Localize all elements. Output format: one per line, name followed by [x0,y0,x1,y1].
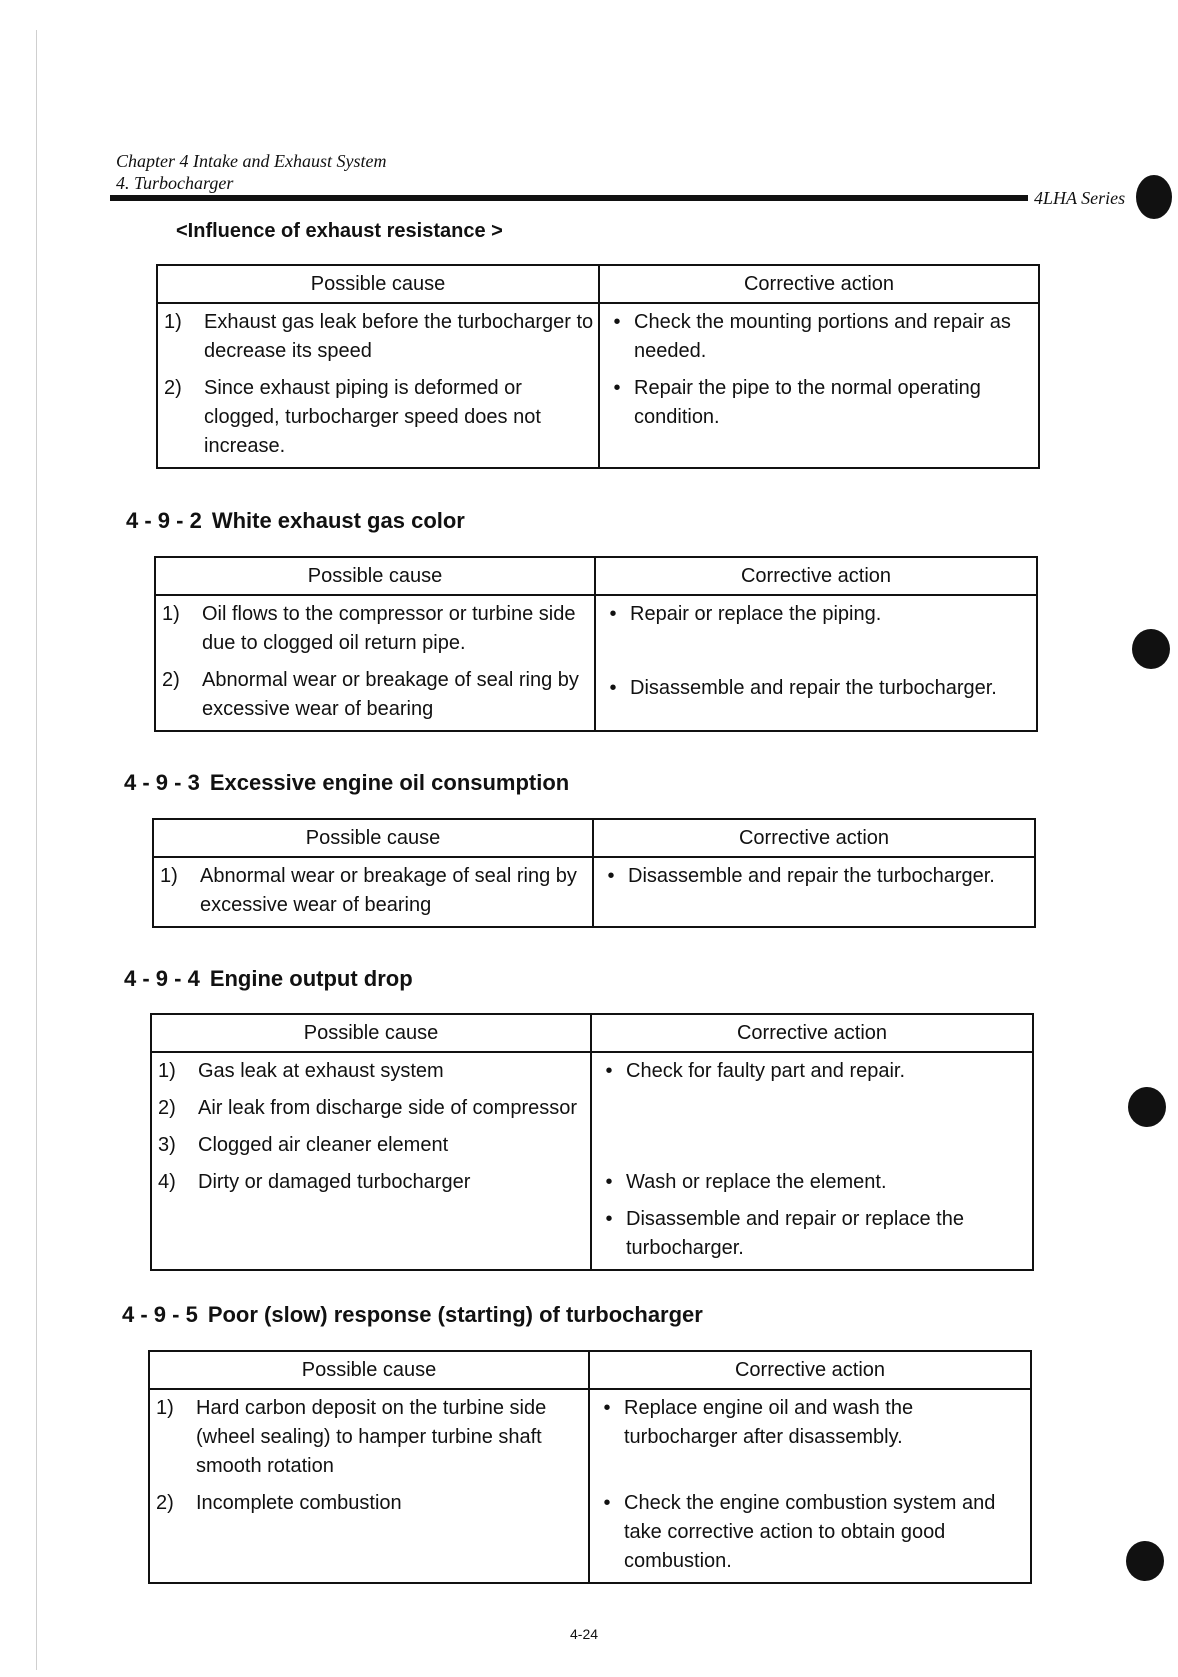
section-heading-4-9-4: 4 - 9 - 4 Engine output drop [124,966,413,991]
action-item: • Check the engine combustion system and take corrective action to obtain good combustion. [603,1492,996,1572]
table-oil-consumption [152,818,1036,928]
margin-dot [1132,629,1170,669]
cause-cell [151,1052,591,1270]
action-cell [589,1389,1031,1583]
cause-item: 1) Gas leak at exhaust system [158,1060,444,1082]
cause-cell [153,857,593,927]
series-label: 4LHA Series [1034,188,1126,208]
action-cell [599,303,1039,468]
cause-item: 1) Hard carbon deposit on the turbine side (wheel sealing) to hamper turbine shaft smooth rotation [156,1397,547,1477]
column-header-action: Corrective action [593,819,1035,857]
subheading-exhaust-resistance: <Influence of exhaust resistance > [176,220,503,242]
cause-item: 3) Clogged air cleaner element [158,1134,449,1156]
cause-item: 2) Air leak from discharge side of compressor [158,1097,578,1119]
cause-item: 1) Exhaust gas leak before the turbocharger to decrease its speed [164,311,594,362]
column-header-cause: Possible cause [153,819,593,857]
section-heading-4-9-3: 4 - 9 - 3 Excessive engine oil consumption [124,770,570,795]
action-cell [591,1052,1033,1270]
cause-item: 2) Incomplete combustion [156,1492,402,1514]
column-header-action: Corrective action [599,265,1039,303]
column-header-cause: Possible cause [151,1014,591,1052]
running-header [116,150,386,194]
action-item: • Repair or replace the piping. [609,603,882,625]
table-slow-response [148,1350,1032,1584]
cause-item: 1) Abnormal wear or breakage of seal ring by excessive wear of bearing [160,865,577,916]
column-header-cause: Possible cause [149,1351,589,1389]
page-number: 4-24 [570,1626,599,1642]
table-output-drop [150,1013,1034,1271]
header-rule [110,195,1028,201]
cause-cell [155,595,595,731]
cause-cell [149,1389,589,1583]
cause-item: 2) Abnormal wear or breakage of seal ring by excessive wear of bearing [162,669,579,720]
margin-dot [1126,1541,1164,1581]
section-title: 4. Turbocharger [116,173,234,193]
section-heading-4-9-5: 4 - 9 - 5 Poor (slow) response (starting) of turbocharger [122,1302,703,1327]
cause-item: 4) Dirty or damaged turbocharger [158,1171,471,1193]
action-item: • Replace engine oil and wash the turbocharger after disassembly. [603,1397,914,1448]
column-header-cause: Possible cause [155,557,595,595]
action-cell [593,857,1035,927]
action-cell [595,595,1037,731]
action-item: • Check the mounting portions and repair as needed. [613,311,1011,362]
action-item: • Check for faulty part and repair. [605,1060,906,1082]
series-tab-marker [1136,175,1172,219]
action-item: • Disassemble and repair or replace the turbocharger. [605,1208,964,1259]
action-item: • Repair the pipe to the normal operating condition. [613,377,981,428]
table-white-exhaust [154,556,1038,732]
cause-item: 1) Oil flows to the compressor or turbine side due to clogged oil return pipe. [162,603,576,654]
column-header-action: Corrective action [591,1014,1033,1052]
action-item: • Disassemble and repair the turbocharger. [609,677,997,699]
action-item: • Wash or replace the element. [605,1171,887,1193]
cause-item: 2) Since exhaust piping is deformed or clogged, turbocharger speed does not increase. [164,377,541,457]
column-header-action: Corrective action [589,1351,1031,1389]
cause-cell [157,303,599,468]
column-header-cause: Possible cause [157,265,599,303]
margin-dot [1128,1087,1166,1127]
chapter-title: Chapter 4 Intake and Exhaust System [116,151,387,171]
table-exhaust-resistance [156,264,1040,469]
section-heading-4-9-2: 4 - 9 - 2 White exhaust gas color [126,508,465,533]
page-margin-line [36,30,37,1670]
column-header-action: Corrective action [595,557,1037,595]
action-item: • Disassemble and repair the turbocharger. [607,865,995,887]
